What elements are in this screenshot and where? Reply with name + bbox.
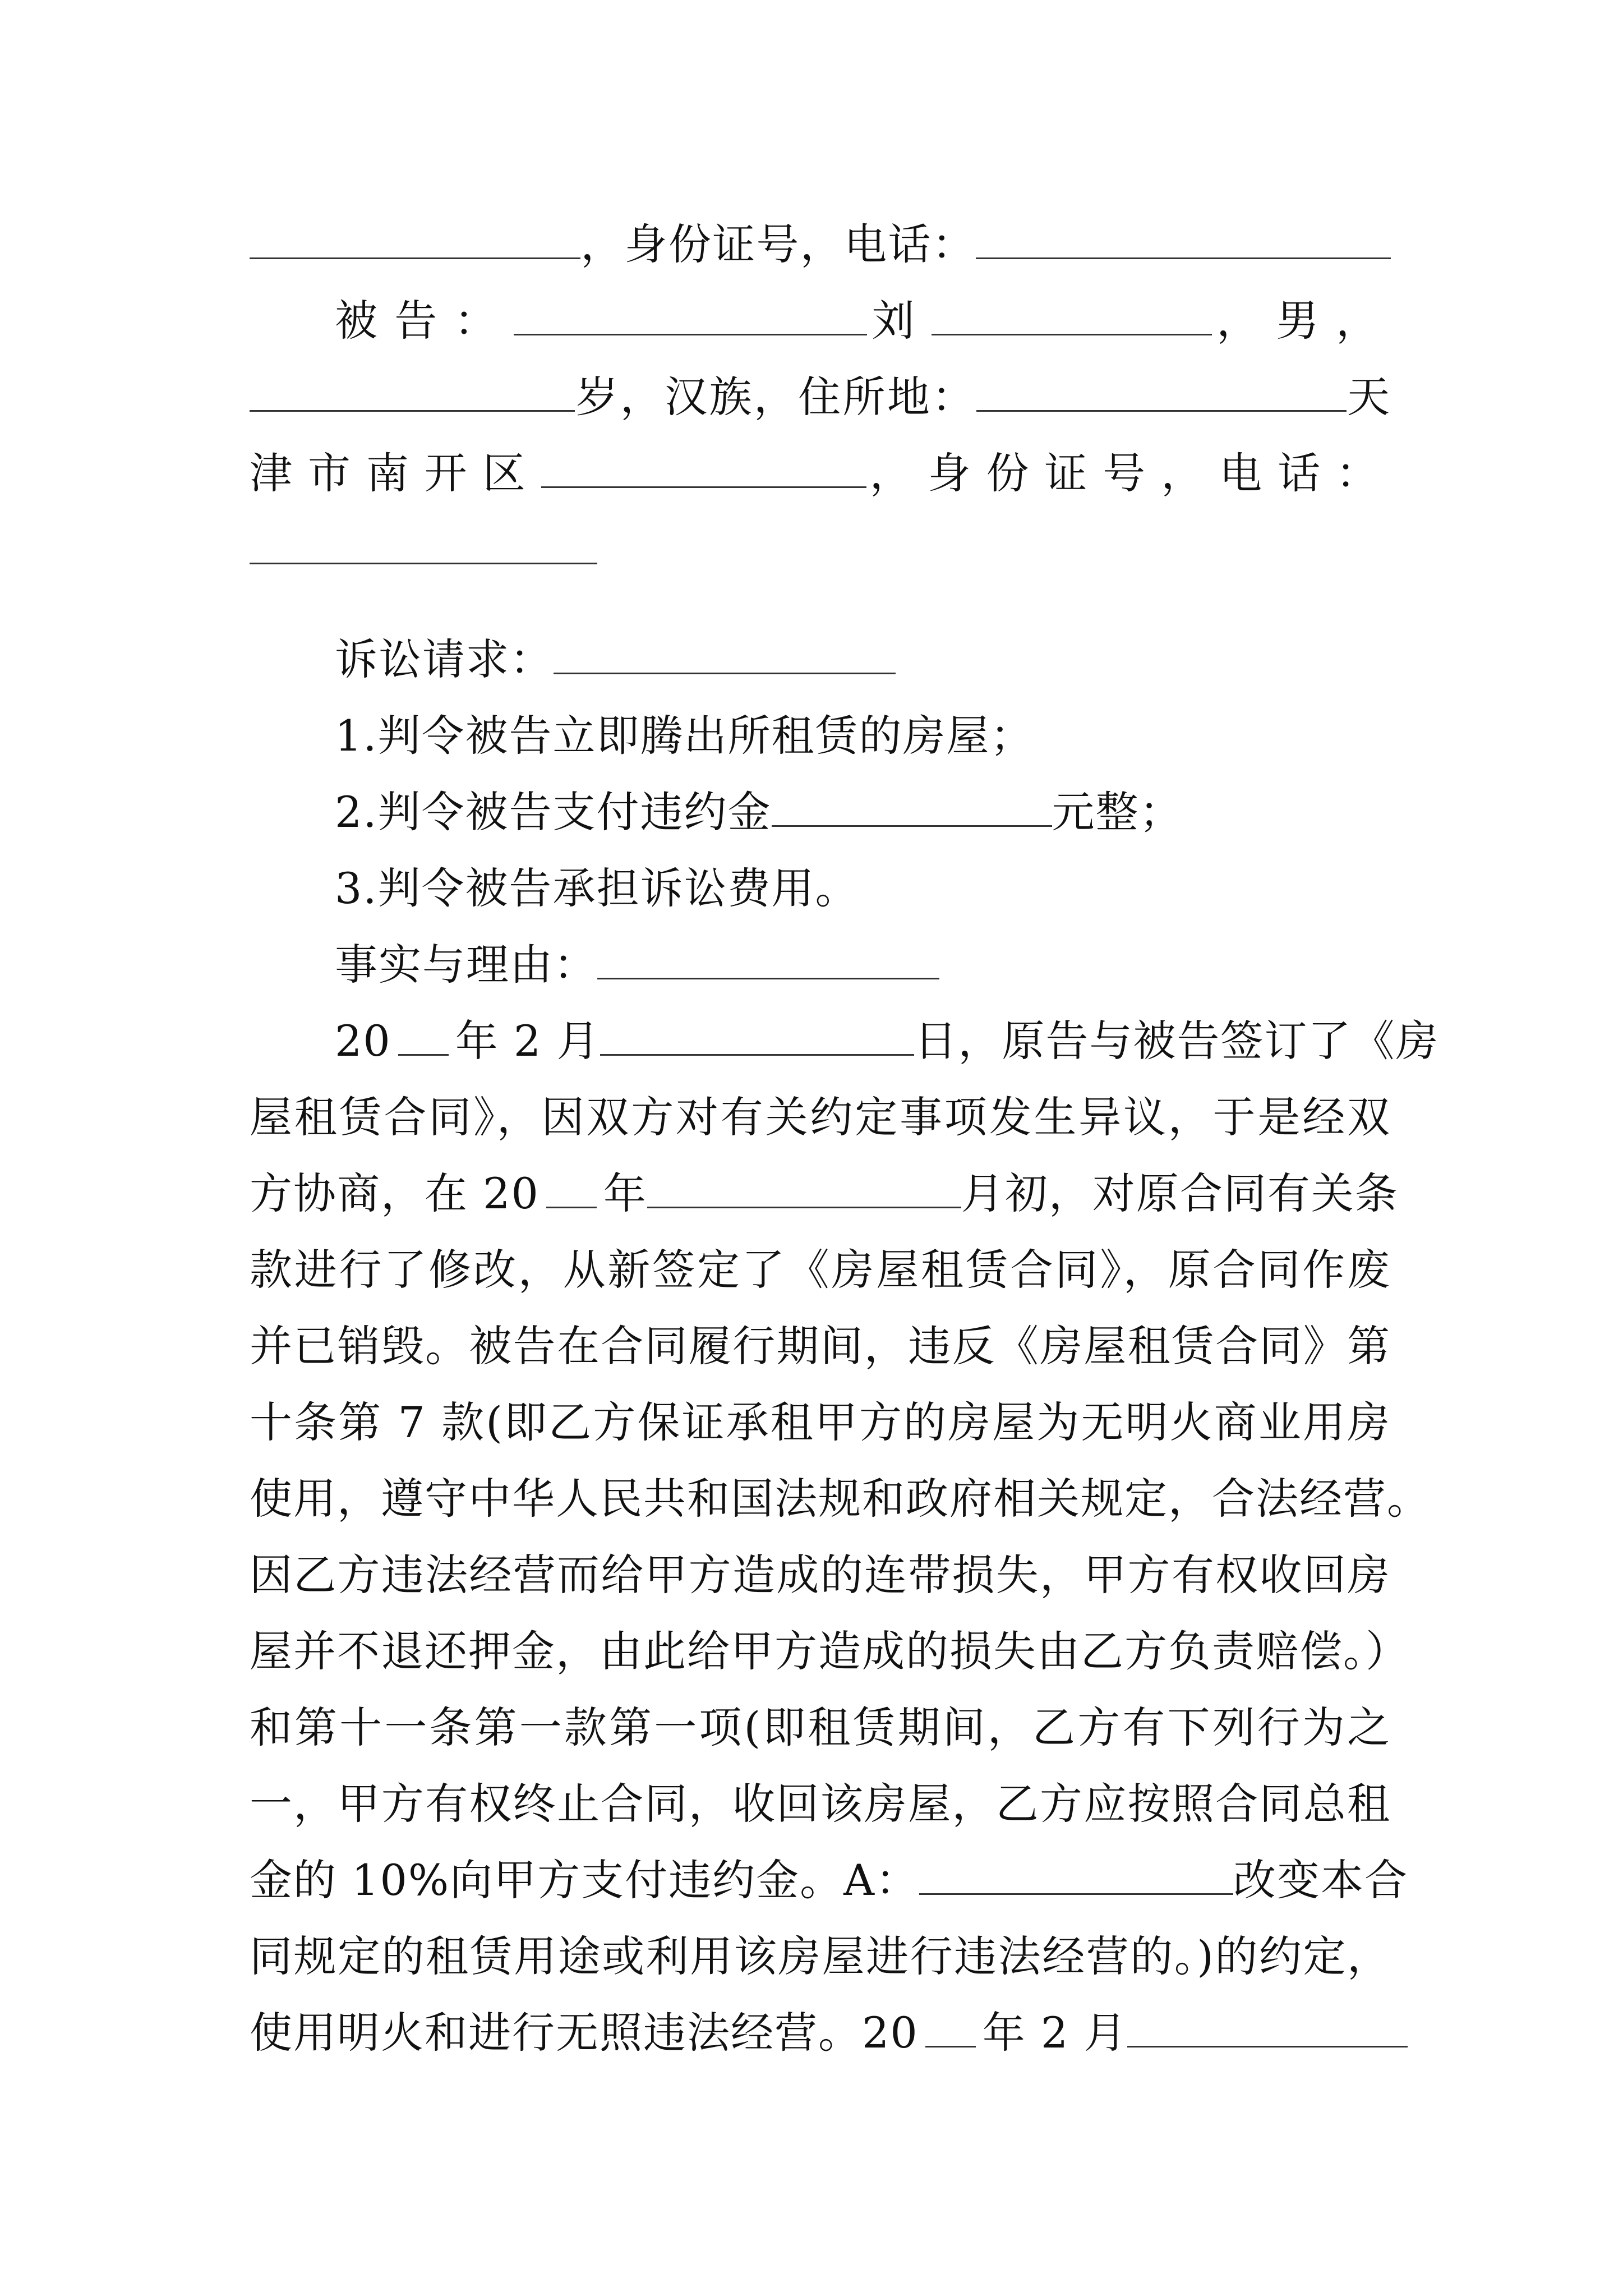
facts-paragraph-line: [250, 1537, 1391, 1613]
id-phone-label: ，身份证号，电话：: [866, 448, 1391, 498]
claims-heading: [250, 622, 1391, 698]
claims-title: 诉讼请求：: [335, 634, 554, 684]
blank-field: [772, 786, 1052, 827]
facts-paragraph-line: [250, 1232, 1391, 1308]
paragraph-text: 十条第 7 款(即乙方保证承租甲方的房屋为无明火商业用房: [250, 1397, 1391, 1447]
blank-field: [546, 1167, 597, 1208]
paragraph-text: 20: [335, 1016, 391, 1066]
facts-paragraph-line: [250, 1308, 1391, 1384]
blank-field: [541, 447, 866, 488]
facts-paragraph-line: [250, 1995, 1391, 2071]
facts-paragraph-line: [250, 1766, 1391, 1842]
defendant-age-line: [250, 359, 1391, 435]
document-body: [250, 206, 1440, 2071]
defendant-line: [250, 283, 1391, 359]
claim-text: 2.判令被告支付违约金: [335, 787, 772, 837]
district-text: 津市南开区: [250, 448, 541, 498]
blank-field: [597, 938, 939, 979]
facts-paragraph-line: [250, 1003, 1440, 1079]
blank-field: [250, 371, 575, 412]
paragraph-text: 屋并不退还押金，由此给甲方造成的损失由乙方负责赔偿。）: [250, 1626, 1409, 1676]
claim-item-2: [250, 774, 1391, 850]
paragraph-text: 因乙方违法经营而给甲方造成的连带损失，甲方有权收回房: [250, 1550, 1391, 1600]
blank-field: [600, 1015, 914, 1056]
phone-blank-line: [250, 512, 1391, 588]
paragraph-text: 款进行了修改，从新签定了《房屋租赁合同》，原合同作废: [250, 1245, 1391, 1295]
facts-paragraph-line: [250, 1690, 1391, 1766]
facts-paragraph-line: [250, 1461, 1431, 1537]
paragraph-text: 日，原告与被告签订了《房: [914, 1016, 1440, 1066]
paragraph-text: 金的 10%向甲方支付违约金。A：: [250, 1855, 919, 1905]
facts-paragraph-line: [250, 1842, 1408, 1918]
blank-field: [919, 1854, 1233, 1895]
facts-paragraph-line: [250, 1918, 1391, 1995]
facts-paragraph-line: [250, 1079, 1391, 1156]
section-spacer: [250, 588, 1391, 622]
blank-field: [976, 371, 1347, 412]
blank-field: [647, 1167, 961, 1208]
blank-field: [976, 218, 1391, 259]
gender-text: ，男，: [1211, 296, 1391, 346]
paragraph-text: 使用明火和进行无照违法经营。20: [250, 2008, 919, 2058]
claim-item-3: [250, 850, 1391, 927]
blank-field: [250, 523, 597, 564]
blank-field: [932, 295, 1212, 335]
address-text: 天: [1346, 372, 1391, 422]
blank-field: [554, 633, 896, 674]
defendant-label: 被告：: [335, 296, 514, 346]
blank-field: [398, 1015, 449, 1056]
paragraph-text: 同规定的租赁用途或利用该房屋进行违法经营的。)的约定，: [250, 1931, 1391, 1981]
paragraph-text: 一，甲方有权终止合同，收回该房屋，乙方应按照合同总租: [250, 1779, 1391, 1829]
claim-text: 元整；: [1052, 787, 1183, 837]
blank-field: [925, 2007, 976, 2047]
defendant-address-line: [250, 435, 1391, 512]
id-phone-label: ，身份证号，电话：: [580, 219, 976, 269]
paragraph-text: 方协商，在 20: [250, 1168, 540, 1218]
claim-item-1: [250, 698, 1391, 774]
facts-paragraph-line: [250, 1613, 1409, 1690]
claim-text: 1.判令被告立即腾出所租赁的房屋；: [335, 711, 1034, 761]
facts-heading: [250, 927, 1391, 1003]
facts-paragraph-line: [250, 1156, 1399, 1232]
facts-paragraph-line: [250, 1384, 1391, 1461]
blank-field: [1127, 2007, 1408, 2047]
paragraph-text: 屋租赁合同》，因双方对有关约定事项发生异议，于是经双: [250, 1092, 1391, 1142]
surname-text: 刘: [867, 296, 932, 346]
paragraph-text: 并已销毁。被告在合同履行期间，违反《房屋租赁合同》第: [250, 1321, 1391, 1371]
paragraph-text: 改变本合: [1233, 1855, 1408, 1905]
paragraph-text: 年 2 月: [982, 2008, 1128, 2058]
facts-title: 事实与理由：: [335, 940, 597, 990]
paragraph-text: 月初，对原合同有关条: [961, 1168, 1399, 1218]
age-ethnicity-text: 岁，汉族，住所地：: [575, 372, 976, 422]
blank-field: [514, 295, 867, 335]
paragraph-text: 年: [603, 1168, 647, 1218]
claim-text: 3.判令被告承担诉讼费用。: [335, 863, 859, 913]
blank-field: [250, 218, 580, 259]
plaintiff-id-line: [250, 206, 1391, 283]
paragraph-text: 和第十一条第一款第一项(即租赁期间，乙方有下列行为之: [250, 1703, 1391, 1752]
paragraph-text: 使用，遵守中华人民共和国法规和政府相关规定，合法经营。: [250, 1474, 1431, 1524]
paragraph-text: 年 2 月: [455, 1016, 601, 1066]
